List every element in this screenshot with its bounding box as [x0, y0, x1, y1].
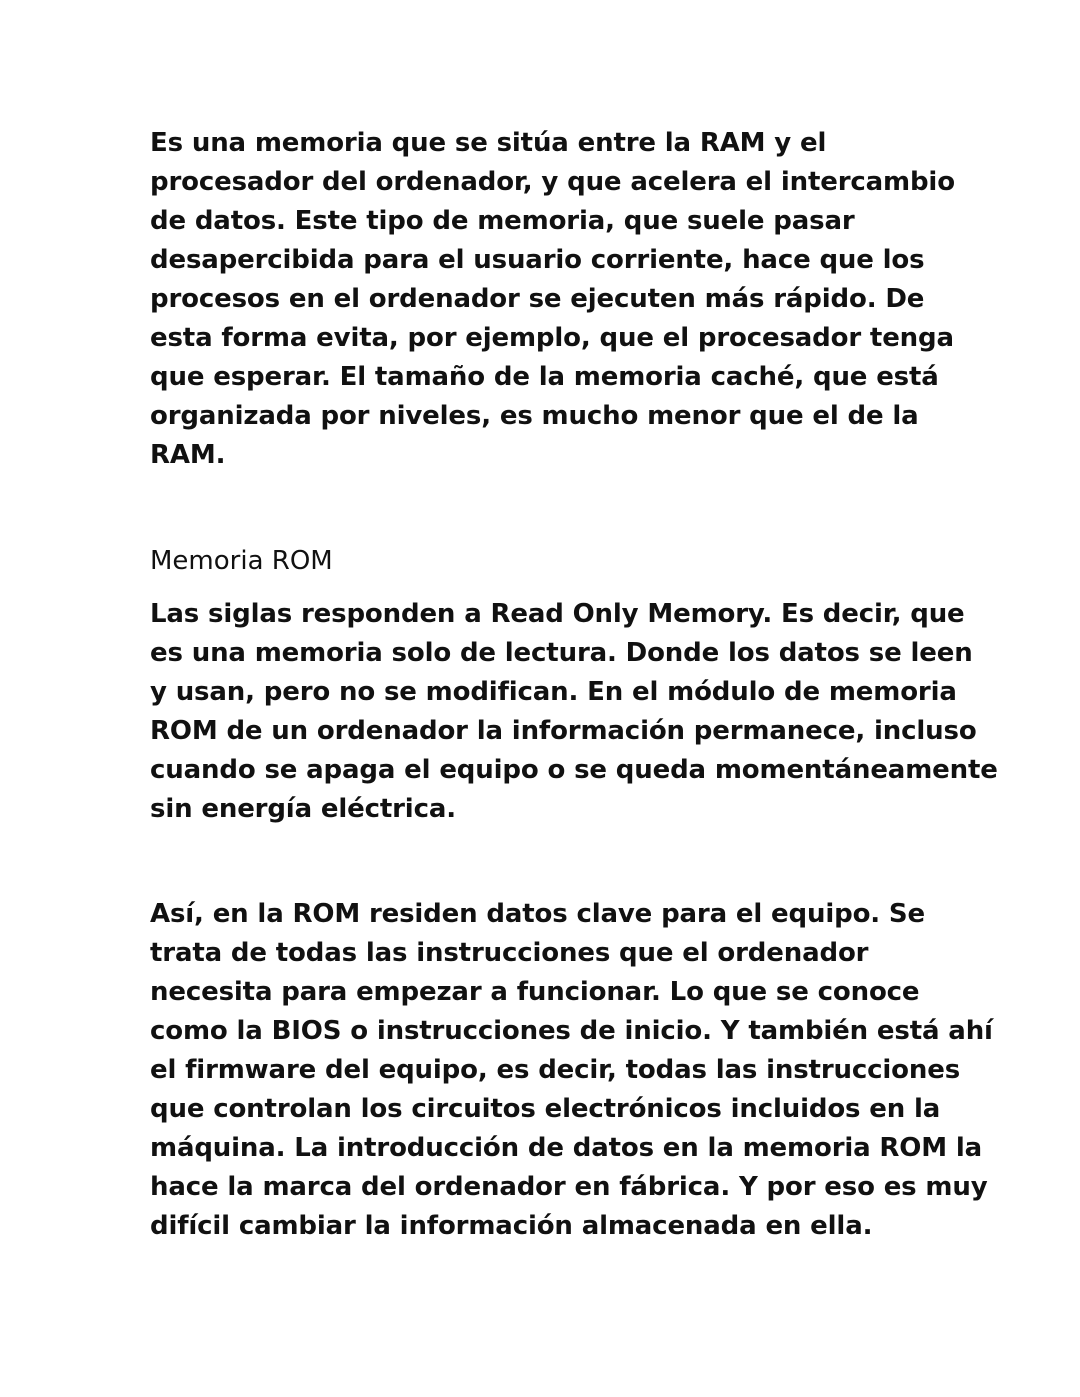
text-line: hace la marca del ordenador en fábrica. Y por eso es muy — [150, 1172, 988, 1202]
text-line: necesita para empezar a funcionar. Lo que se conoce — [150, 977, 920, 1007]
text-line: Las siglas responden a Read Only Memory. Es decir, que — [150, 599, 965, 629]
paragraph-cache-memory — [150, 124, 955, 475]
paragraph-rom-definition — [150, 595, 998, 829]
text-line: el firmware del equipo, es decir, todas las instrucciones — [150, 1055, 961, 1085]
text-line: Así, en la ROM residen datos clave para el equipo. Se — [150, 899, 925, 929]
text-line: sin energía eléctrica. — [150, 794, 456, 824]
text-line: ROM de un ordenador la información permanece, incluso — [150, 716, 977, 746]
text-line: y usan, pero no se modifican. En el módulo de memoria — [150, 677, 957, 707]
text-line: esta forma evita, por ejemplo, que el procesador tenga — [150, 323, 954, 353]
section-heading-memoria-rom: Memoria ROM — [150, 546, 333, 576]
text-line: procesos en el ordenador se ejecuten más rápido. De — [150, 284, 925, 314]
text-line: de datos. Este tipo de memoria, que suele pasar — [150, 206, 855, 236]
paragraph-rom-contents — [150, 895, 993, 1246]
paragraph-text — [150, 124, 955, 475]
text-line: cuando se apaga el equipo o se queda momentáneamente — [150, 755, 998, 785]
paragraph-text — [150, 895, 993, 1246]
text-line: es una memoria solo de lectura. Donde los datos se leen — [150, 638, 973, 668]
text-line: difícil cambiar la información almacenada en ella. — [150, 1211, 873, 1241]
text-line: máquina. La introducción de datos en la memoria ROM la — [150, 1133, 983, 1163]
text-line: desapercibida para el usuario corriente, hace que los — [150, 245, 925, 275]
text-line: procesador del ordenador, y que acelera el intercambio — [150, 167, 955, 197]
text-line: que controlan los circuitos electrónicos incluidos en la — [150, 1094, 941, 1124]
text-line: que esperar. El tamaño de la memoria caché, que está — [150, 362, 939, 392]
text-line: como la BIOS o instrucciones de inicio. Y también está ahí — [150, 1016, 993, 1046]
text-line: RAM. — [150, 440, 226, 470]
text-line: Es una memoria que se sitúa entre la RAM y el — [150, 128, 827, 158]
text-line: organizada por niveles, es mucho menor que el de la — [150, 401, 919, 431]
text-line: trata de todas las instrucciones que el ordenador — [150, 938, 869, 968]
paragraph-text — [150, 595, 998, 829]
